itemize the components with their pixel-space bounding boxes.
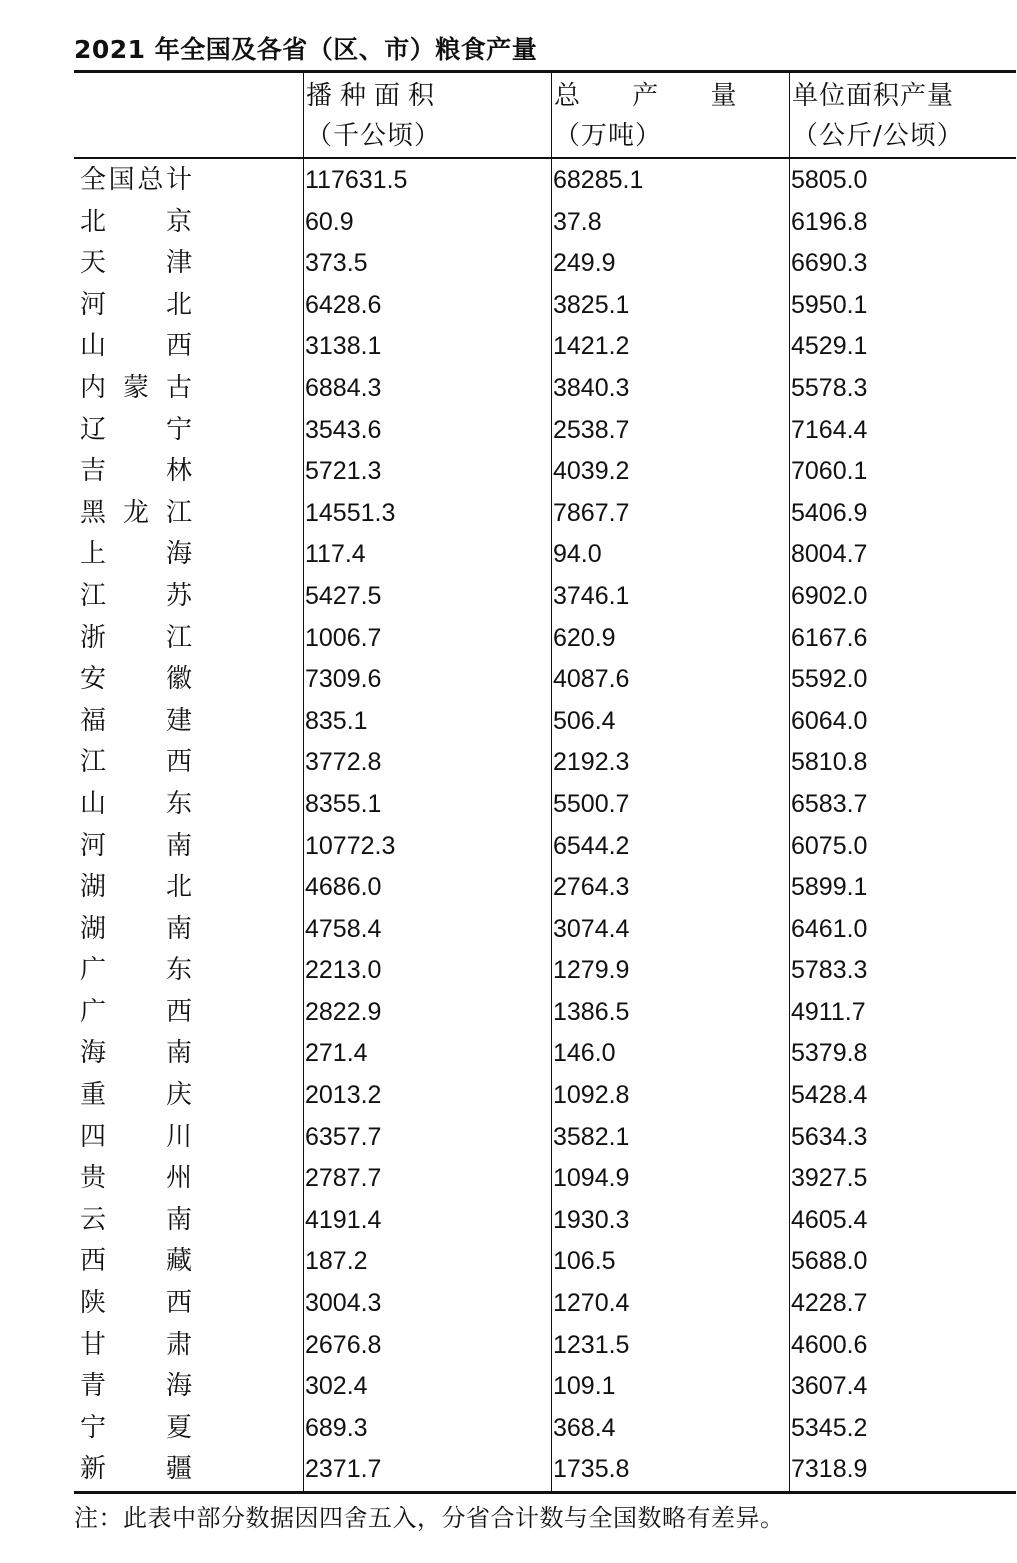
table-row bbox=[74, 1449, 1016, 1491]
region-cell: 广东 bbox=[80, 955, 192, 986]
table-header-rule bbox=[74, 157, 1016, 159]
region-cell: 辽宁 bbox=[80, 414, 192, 445]
region-cell: 天津 bbox=[80, 248, 192, 279]
header-sown-area-label: 播种面积 bbox=[306, 81, 443, 111]
yield-cell: 5810.8 bbox=[791, 748, 868, 777]
table-footnote: 注：此表中部分数据因四舍五入，分省合计数与全国数略有差异。 bbox=[74, 1504, 785, 1532]
table-row bbox=[74, 326, 1016, 368]
sown-area-cell: 1006.7 bbox=[305, 623, 382, 652]
table-row bbox=[74, 451, 1016, 493]
region-cell: 北京 bbox=[80, 206, 192, 237]
yield-cell: 5379.8 bbox=[791, 1039, 868, 1068]
sown-area-cell: 5721.3 bbox=[305, 457, 382, 486]
table-row bbox=[74, 410, 1016, 452]
total-output-cell: 4087.6 bbox=[553, 665, 630, 694]
yield-cell: 5688.0 bbox=[791, 1247, 868, 1276]
table-row bbox=[74, 826, 1016, 868]
yield-cell: 5592.0 bbox=[791, 665, 868, 694]
yield-cell: 4911.7 bbox=[791, 997, 866, 1026]
yield-cell: 5578.3 bbox=[791, 373, 868, 402]
region-cell: 江西 bbox=[80, 747, 192, 778]
region-cell: 江苏 bbox=[80, 580, 192, 611]
total-output-cell: 106.5 bbox=[553, 1247, 616, 1276]
total-output-cell: 249.9 bbox=[553, 249, 616, 278]
sown-area-cell: 7309.6 bbox=[305, 665, 382, 694]
table-row bbox=[74, 867, 1016, 909]
region-cell: 安徽 bbox=[80, 664, 192, 695]
total-output-cell: 3840.3 bbox=[553, 373, 630, 402]
table-row bbox=[74, 493, 1016, 535]
table-row bbox=[74, 1117, 1016, 1159]
total-output-cell: 6544.2 bbox=[553, 831, 630, 860]
total-output-cell: 5500.7 bbox=[553, 789, 630, 818]
table-row bbox=[74, 1366, 1016, 1408]
table-row bbox=[74, 1283, 1016, 1325]
table-row bbox=[74, 950, 1016, 992]
region-cell: 吉林 bbox=[80, 456, 192, 487]
total-output-cell: 3582.1 bbox=[553, 1122, 630, 1151]
total-output-cell: 146.0 bbox=[553, 1039, 616, 1068]
total-output-cell: 368.4 bbox=[553, 1413, 616, 1442]
table-row bbox=[74, 160, 1016, 202]
region-cell: 四川 bbox=[80, 1121, 192, 1152]
region-cell: 福建 bbox=[80, 705, 192, 736]
table-title: 2021 年全国及各省（区、市）粮食产量 bbox=[74, 35, 538, 64]
total-output-cell: 1231.5 bbox=[553, 1330, 630, 1359]
sown-area-cell: 2013.2 bbox=[305, 1081, 382, 1110]
sown-area-cell: 3543.6 bbox=[305, 415, 382, 444]
table-row bbox=[74, 992, 1016, 1034]
sown-area-cell: 6884.3 bbox=[305, 373, 382, 402]
total-output-cell: 1386.5 bbox=[553, 997, 630, 1026]
yield-cell: 6583.7 bbox=[791, 789, 868, 818]
sown-area-cell: 117.4 bbox=[305, 540, 366, 569]
header-total-output-label: 总 产 量 bbox=[554, 81, 759, 111]
table-row bbox=[74, 1241, 1016, 1283]
region-cell: 湖南 bbox=[80, 913, 192, 944]
region-cell: 上海 bbox=[80, 539, 192, 570]
table-row bbox=[74, 368, 1016, 410]
table-row bbox=[74, 742, 1016, 784]
yield-cell: 5805.0 bbox=[791, 166, 868, 194]
yield-cell: 7318.9 bbox=[791, 1455, 868, 1484]
header-total-output bbox=[554, 76, 759, 156]
sown-area-cell: 60.9 bbox=[305, 207, 354, 236]
sown-area-cell: 302.4 bbox=[305, 1372, 368, 1401]
table-row bbox=[74, 659, 1016, 701]
region-cell: 山西 bbox=[80, 331, 192, 362]
region-cell: 陕西 bbox=[80, 1288, 192, 1319]
total-output-cell: 1279.9 bbox=[553, 956, 630, 985]
sown-area-cell: 6428.6 bbox=[305, 290, 382, 319]
sown-area-cell: 373.5 bbox=[305, 249, 368, 278]
table-bottom-rule bbox=[74, 1491, 1016, 1494]
yield-cell: 5899.1 bbox=[791, 873, 868, 902]
table-row bbox=[74, 576, 1016, 618]
yield-cell: 7060.1 bbox=[791, 457, 868, 486]
yield-cell: 4529.1 bbox=[791, 332, 868, 361]
region-cell: 全国总计 bbox=[80, 165, 192, 195]
total-output-cell: 4039.2 bbox=[553, 457, 630, 486]
total-output-cell: 94.0 bbox=[553, 540, 602, 569]
region-cell: 青海 bbox=[80, 1371, 192, 1402]
sown-area-cell: 2822.9 bbox=[305, 997, 382, 1026]
total-output-cell: 506.4 bbox=[553, 706, 616, 735]
total-output-cell: 68285.1 bbox=[553, 166, 644, 194]
region-cell: 新疆 bbox=[80, 1454, 192, 1485]
sown-area-cell: 4686.0 bbox=[305, 873, 382, 902]
table-row bbox=[74, 285, 1016, 327]
sown-area-cell: 835.1 bbox=[305, 706, 368, 735]
table-row bbox=[74, 784, 1016, 826]
yield-cell: 7164.4 bbox=[791, 415, 868, 444]
sown-area-cell: 187.2 bbox=[305, 1247, 368, 1276]
region-cell: 海南 bbox=[80, 1038, 192, 1069]
total-output-cell: 7867.7 bbox=[553, 498, 630, 527]
region-cell: 内蒙古 bbox=[80, 372, 192, 403]
region-cell: 重庆 bbox=[80, 1080, 192, 1111]
total-output-cell: 3746.1 bbox=[553, 581, 630, 610]
table-top-rule bbox=[74, 70, 1016, 73]
sown-area-cell: 3004.3 bbox=[305, 1289, 382, 1318]
yield-cell: 6690.3 bbox=[791, 249, 868, 278]
table-row bbox=[74, 1200, 1016, 1242]
total-output-cell: 2192.3 bbox=[553, 748, 630, 777]
table-row bbox=[74, 243, 1016, 285]
total-output-cell: 1094.9 bbox=[553, 1164, 630, 1193]
total-output-cell: 3074.4 bbox=[553, 914, 630, 943]
sown-area-cell: 5427.5 bbox=[305, 581, 382, 610]
table-row bbox=[74, 202, 1016, 244]
yield-cell: 5634.3 bbox=[791, 1122, 868, 1151]
region-cell: 山东 bbox=[80, 788, 192, 819]
yield-cell: 4228.7 bbox=[791, 1289, 868, 1318]
yield-cell: 3927.5 bbox=[791, 1164, 868, 1193]
region-cell: 广西 bbox=[80, 996, 192, 1027]
table-row bbox=[74, 1158, 1016, 1200]
total-output-cell: 1735.8 bbox=[553, 1455, 630, 1484]
region-cell: 河北 bbox=[80, 289, 192, 320]
header-yield-per-area bbox=[792, 76, 964, 156]
sown-area-cell: 3772.8 bbox=[305, 748, 382, 777]
table-body bbox=[74, 160, 1016, 1491]
yield-cell: 6461.0 bbox=[791, 914, 868, 943]
region-cell: 黑龙江 bbox=[80, 497, 192, 528]
region-cell: 贵州 bbox=[80, 1163, 192, 1194]
yield-cell: 8004.7 bbox=[791, 540, 868, 569]
region-cell: 湖北 bbox=[80, 872, 192, 903]
yield-cell: 5406.9 bbox=[791, 498, 868, 527]
total-output-cell: 1930.3 bbox=[553, 1205, 630, 1234]
yield-cell: 5783.3 bbox=[791, 956, 868, 985]
table-row bbox=[74, 618, 1016, 660]
region-cell: 西藏 bbox=[80, 1246, 192, 1277]
table-row bbox=[74, 1325, 1016, 1367]
total-output-cell: 109.1 bbox=[553, 1372, 616, 1401]
sown-area-cell: 3138.1 bbox=[305, 332, 382, 361]
yield-cell: 6075.0 bbox=[791, 831, 868, 860]
sown-area-cell: 8355.1 bbox=[305, 789, 382, 818]
header-sown-area bbox=[306, 76, 442, 156]
total-output-cell: 1421.2 bbox=[553, 332, 630, 361]
yield-cell: 6064.0 bbox=[791, 706, 868, 735]
table-row bbox=[74, 701, 1016, 743]
yield-cell: 6167.6 bbox=[791, 623, 868, 652]
total-output-cell: 1092.8 bbox=[553, 1081, 630, 1110]
sown-area-cell: 2676.8 bbox=[305, 1330, 382, 1359]
sown-area-cell: 4191.4 bbox=[305, 1205, 382, 1234]
yield-cell: 6902.0 bbox=[791, 581, 868, 610]
region-cell: 浙江 bbox=[80, 622, 192, 653]
header-total-output-unit: （万吨） bbox=[554, 121, 663, 151]
yield-cell: 5950.1 bbox=[791, 290, 868, 319]
sown-area-cell: 117631.5 bbox=[305, 166, 408, 194]
total-output-cell: 37.8 bbox=[553, 207, 602, 236]
table-row bbox=[74, 909, 1016, 951]
yield-cell: 3607.4 bbox=[791, 1372, 868, 1401]
sown-area-cell: 271.4 bbox=[305, 1039, 368, 1068]
yield-cell: 4600.6 bbox=[791, 1330, 868, 1359]
total-output-cell: 3825.1 bbox=[553, 290, 630, 319]
sown-area-cell: 10772.3 bbox=[305, 831, 396, 860]
region-cell: 甘肃 bbox=[80, 1329, 192, 1360]
yield-cell: 5345.2 bbox=[791, 1413, 868, 1442]
sown-area-cell: 14551.3 bbox=[305, 498, 396, 527]
header-yield-unit: （公斤/公顷） bbox=[792, 121, 964, 151]
sown-area-cell: 689.3 bbox=[305, 1413, 368, 1442]
yield-cell: 5428.4 bbox=[791, 1081, 868, 1110]
total-output-cell: 620.9 bbox=[553, 623, 616, 652]
table-row bbox=[74, 1075, 1016, 1117]
yield-cell: 6196.8 bbox=[791, 207, 868, 236]
region-cell: 云南 bbox=[80, 1204, 192, 1235]
total-output-cell: 1270.4 bbox=[553, 1289, 630, 1318]
table-row bbox=[74, 1408, 1016, 1450]
header-sown-area-unit: （千公顷） bbox=[306, 121, 442, 151]
header-yield-label: 单位面积产量 bbox=[792, 81, 955, 111]
sown-area-cell: 2213.0 bbox=[305, 956, 382, 985]
total-output-cell: 2764.3 bbox=[553, 873, 630, 902]
region-cell: 河南 bbox=[80, 830, 192, 861]
sown-area-cell: 6357.7 bbox=[305, 1122, 382, 1151]
sown-area-cell: 2787.7 bbox=[305, 1164, 382, 1193]
table-row bbox=[74, 1033, 1016, 1075]
sown-area-cell: 2371.7 bbox=[305, 1455, 382, 1484]
sown-area-cell: 4758.4 bbox=[305, 914, 382, 943]
region-cell: 宁夏 bbox=[80, 1412, 192, 1443]
table-row bbox=[74, 534, 1016, 576]
yield-cell: 4605.4 bbox=[791, 1205, 868, 1234]
total-output-cell: 2538.7 bbox=[553, 415, 630, 444]
